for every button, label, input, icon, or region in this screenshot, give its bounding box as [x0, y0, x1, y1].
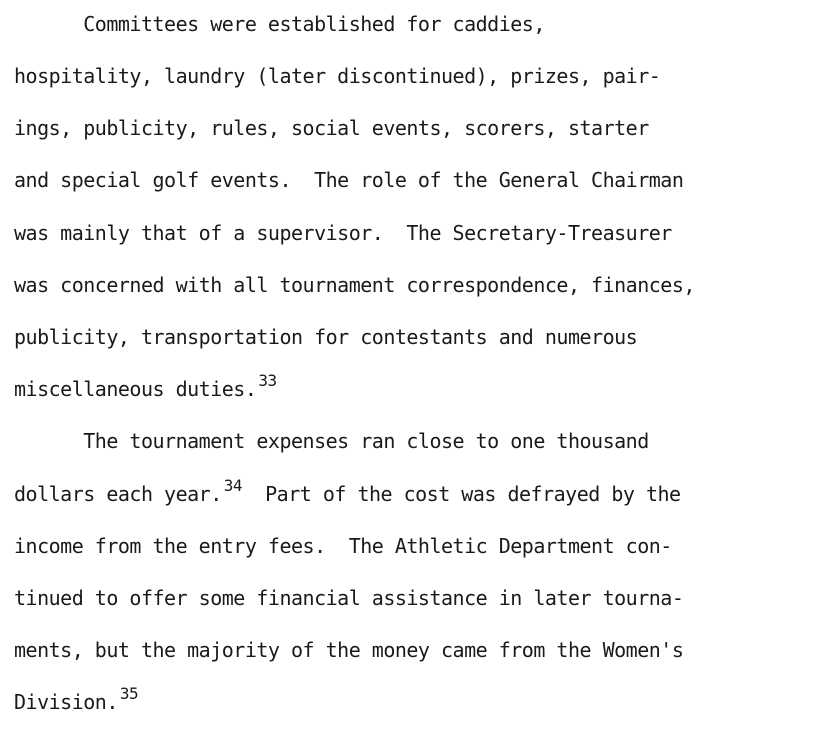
text-line-5: was mainly that of a supervisor. The Secretary-Treasurer	[14, 221, 672, 245]
text-line-6: was concerned with all tournament correspondence, finances,	[14, 273, 695, 297]
text-line-8	[14, 371, 277, 401]
text-line-2: hospitality, laundry (later discontinued), prizes, pair-	[14, 64, 661, 88]
text-line-3: ings, publicity, rules, social events, scorers, starter	[14, 116, 649, 140]
text-line-9: The tournament expenses ran close to one thousand	[14, 429, 649, 453]
text-line-10	[14, 476, 681, 506]
footnote-33: 33	[258, 371, 277, 391]
text-line-10-gap	[242, 482, 265, 506]
text-line-11: income from the entry fees. The Athletic Department con-	[14, 534, 672, 558]
text-line-10-end: Part of the cost was defrayed by the	[265, 482, 681, 506]
text-line-12: tinued to offer some financial assistance in later tourna-	[14, 586, 684, 610]
text-line-4: and special golf events. The role of the General Chairman	[14, 168, 684, 192]
text-line-13: ments, but the majority of the money came from the Women's	[14, 638, 684, 662]
text-line-1: Committees were established for caddies,	[14, 12, 545, 36]
footnote-34: 34	[223, 476, 243, 496]
text-line-14-body: Division.	[14, 690, 118, 714]
footnote-35: 35	[119, 684, 139, 704]
text-line-8-body: miscellaneous duties.	[14, 377, 257, 401]
text-line-7: publicity, transportation for contestants and numerous	[14, 325, 638, 349]
text-line-14	[14, 684, 139, 714]
text-line-10-start: dollars each year.	[14, 482, 222, 506]
